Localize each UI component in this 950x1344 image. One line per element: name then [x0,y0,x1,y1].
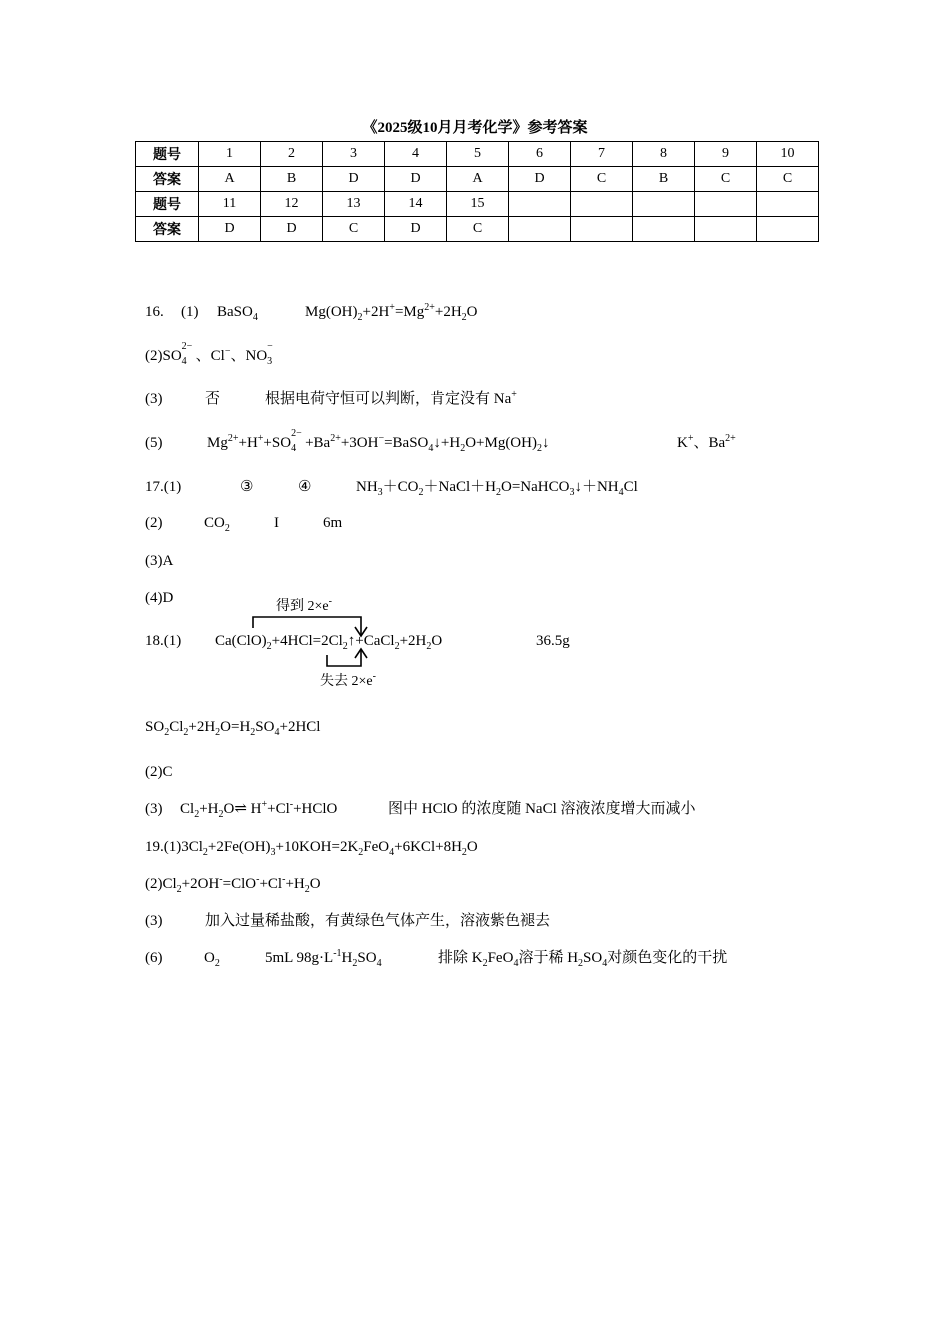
subscript: 2 [266,641,272,652]
text-run: SO [357,950,377,966]
subscript: 2 [536,443,542,454]
text-run: BaSO [217,304,253,320]
superscript: − [378,433,385,444]
text-run: 图中 HClO 的浓度随 NaCl 溶液浓度增大而减小 [388,801,696,817]
text-run: =BaSO [384,435,429,451]
text-run: 失去 2×e [320,674,373,689]
subscript: 2 [224,523,230,534]
text-run: 36.5g [536,633,570,649]
electron-loss-label [320,670,376,690]
table-cell: 8 [633,142,695,167]
row-header: 答案 [136,167,199,192]
text-run: ↓ [541,435,550,451]
text-run: 16. [145,304,164,320]
text-run: Ca(ClO) [215,633,267,649]
subscript: 2 [352,958,358,969]
subscript: 4 [291,443,297,454]
row-header: 题号 [136,192,199,217]
text-run: SO [255,719,275,735]
table-cell: 11 [199,192,261,217]
subscript: 2 [461,312,467,323]
text-run: +2OH [181,876,220,892]
table-cell: D [261,217,323,242]
text-run: O [466,839,478,855]
table-cell: 6 [509,142,571,167]
subscript: 4 [181,356,187,367]
superscript: − [267,341,273,352]
superscript: - [328,596,332,607]
text-run: O [431,633,443,649]
superscript: + [687,433,694,444]
text-run: 、Cl [195,348,225,364]
table-cell: D [323,167,385,192]
electron-gain-label [276,595,332,615]
text-run: (2) [145,515,163,531]
text-run: O [204,950,215,966]
text-run: FeO [363,839,390,855]
subscript: 2 [215,727,221,738]
subscript: 4 [376,958,382,969]
subscript: 2 [426,641,432,652]
text-run: ＋NaCl＋H [423,479,497,495]
table-cell: 10 [757,142,819,167]
subscript: 3 [569,487,575,498]
text-run: (2)Cl [145,876,177,892]
text-run: +HClO [293,801,338,817]
text-run: (5) [145,435,163,451]
text-run: Cl [180,801,195,817]
text-run: Cl [169,719,184,735]
subscript: 4 [428,443,434,454]
table-cell: 3 [323,142,385,167]
superscript: 2+ [227,433,239,444]
text-run: SO [583,950,603,966]
text-run: +2H [362,304,390,320]
subscript: 3 [267,356,273,367]
text-run: 排除 K [438,950,483,966]
table-cell: B [633,167,695,192]
text-run: +H [285,876,305,892]
text-run: O=H [220,719,251,735]
subscript: 4 [513,958,519,969]
text-run: +2H [399,633,427,649]
table-cell: D [385,167,447,192]
text-run: (3) [145,913,163,929]
text-run: ＋CO [382,479,419,495]
table-cell: C [323,217,385,242]
text-run: O [466,304,478,320]
subscript: 4 [618,487,624,498]
text-run: 、NO [230,348,268,364]
table-cell: 9 [695,142,757,167]
text-run: +Cl [259,876,283,892]
text-run: I [274,515,279,531]
table-cell: 7 [571,142,633,167]
text-run: FeO [487,950,514,966]
text-run: CO [204,515,225,531]
subscript: 2 [342,641,348,652]
text-run: +2HCl [279,719,321,735]
text-run: 19.(1)3Cl [145,839,203,855]
table-cell: C [757,167,819,192]
text-run: (1) [181,304,199,320]
text-run: +10KOH=2K [275,839,359,855]
subscript: 2 [164,727,170,738]
subscript: 4 [602,958,608,969]
table-cell: A [447,167,509,192]
subscript: 4 [252,312,258,323]
text-run: +SO [263,435,292,451]
text-run: ③ [240,479,254,495]
page-title: 《2025级10月月考化学》参考答案 [362,120,588,136]
subscript: 2 [482,958,488,969]
text-run: +H [199,801,219,817]
text-run: 17.(1) [145,479,182,495]
superscript: - [289,799,294,810]
text-run: (3) [145,391,163,407]
subscript: 2 [250,727,256,738]
text-run: 加入过量稀盐酸，有黄绿色气体产生，溶液紫色褪去 [205,913,551,929]
text-run: Mg(OH) [305,304,358,320]
text-run: (6) [145,950,163,966]
table-cell: 14 [385,192,447,217]
text-run: +Ba [305,435,331,451]
table-cell: D [385,217,447,242]
text-run: +2H [434,304,462,320]
text-run: Cl [623,479,638,495]
text-run: 溶于稀 H [518,950,579,966]
row-header: 题号 [136,142,199,167]
text-run: +H [238,435,258,451]
row-header: 答案 [136,217,199,242]
table-cell: 5 [447,142,509,167]
subscript: 2 [578,958,584,969]
text-run: ↓+H [433,435,461,451]
superscript: 2+ [424,302,435,313]
table-cell: 12 [261,192,323,217]
text-run: O=NaHCO [501,479,570,495]
subscript: 2 [460,443,466,454]
text-run: 18.(1) [145,633,182,649]
table-cell: B [261,167,323,192]
superscript: - [372,671,376,682]
table-cell: 4 [385,142,447,167]
subscript: 4 [274,727,280,738]
text-run: =Mg [394,304,425,320]
superscript: 2+ [725,433,736,444]
subscript: 2 [176,884,182,895]
subscript: 4 [389,847,395,858]
text-run: 、Ba [693,435,726,451]
superscript: - [256,874,260,885]
text-run: O+Mg(OH) [465,435,537,451]
text-run: +Cl [267,801,290,817]
superscript: + [511,389,517,400]
table-cell: 15 [447,192,509,217]
table-cell: C [571,167,633,192]
superscript: -1 [333,948,342,959]
text-run: 否 [205,391,221,407]
text-run: (2)SO [145,348,182,364]
subscript: 2 [496,487,502,498]
table-cell: C [695,167,757,192]
text-run: (3) [145,801,163,817]
text-run: +2Fe(OH) [207,839,271,855]
gain-bracket [253,617,361,635]
text-run: ↑+CaCl [347,633,395,649]
text-run: ↓＋NH [574,479,619,495]
text-run: 根据电荷守恒可以判断，肯定没有 Na [265,391,512,407]
subscript: 3 [377,487,383,498]
table-cell: D [509,167,571,192]
text-run: Mg [207,435,228,451]
subscript: 2 [194,809,200,820]
superscript: - [282,874,286,885]
superscript: + [257,433,264,444]
subscript: 2 [357,312,363,323]
superscript: 2− [181,341,193,352]
subscript: 3 [270,847,276,858]
superscript: + [261,799,268,810]
text-run: +4HCl=2Cl [271,633,343,649]
text-run: +6KCl+8H [394,839,462,855]
superscript: 2− [291,428,302,439]
table-cell: 13 [323,192,385,217]
text-run: +3OH [340,435,379,451]
text-run: (3)A [145,553,174,569]
text-run: O [309,876,321,892]
superscript: − [224,346,231,357]
text-run: 6m [323,515,343,531]
subscript: 2 [358,847,364,858]
table-cell: A [199,167,261,192]
subscript: 2 [418,487,424,498]
table-cell: 2 [261,142,323,167]
text-run: 对颜色变化的干扰 [607,950,728,966]
subscript: 2 [183,727,189,738]
text-run: K [677,435,688,451]
text-run: SO [145,719,165,735]
text-run: NH [356,479,378,495]
text-run: 5mL 98g·L [265,950,334,966]
text-run: (4)D [145,590,174,606]
subscript: 2 [394,641,400,652]
subscript: 2 [218,809,224,820]
subscript: 2 [214,958,220,969]
text-run: O⇌ H [223,801,262,817]
superscript: + [389,302,395,313]
subscript: 2 [202,847,208,858]
table-cell: C [447,217,509,242]
table-cell: D [199,217,261,242]
superscript: 2+ [330,433,341,444]
subscript: 2 [461,847,467,858]
subscript: 2 [304,884,310,895]
superscript: - [219,874,223,885]
text-run: 得到 2×e [276,599,329,614]
table-cell: 1 [199,142,261,167]
text-run: (2)C [145,764,173,780]
text-run: ④ [298,479,312,495]
text-run: =ClO [222,876,257,892]
text-run: H [341,950,353,966]
text-run: +2H [188,719,216,735]
